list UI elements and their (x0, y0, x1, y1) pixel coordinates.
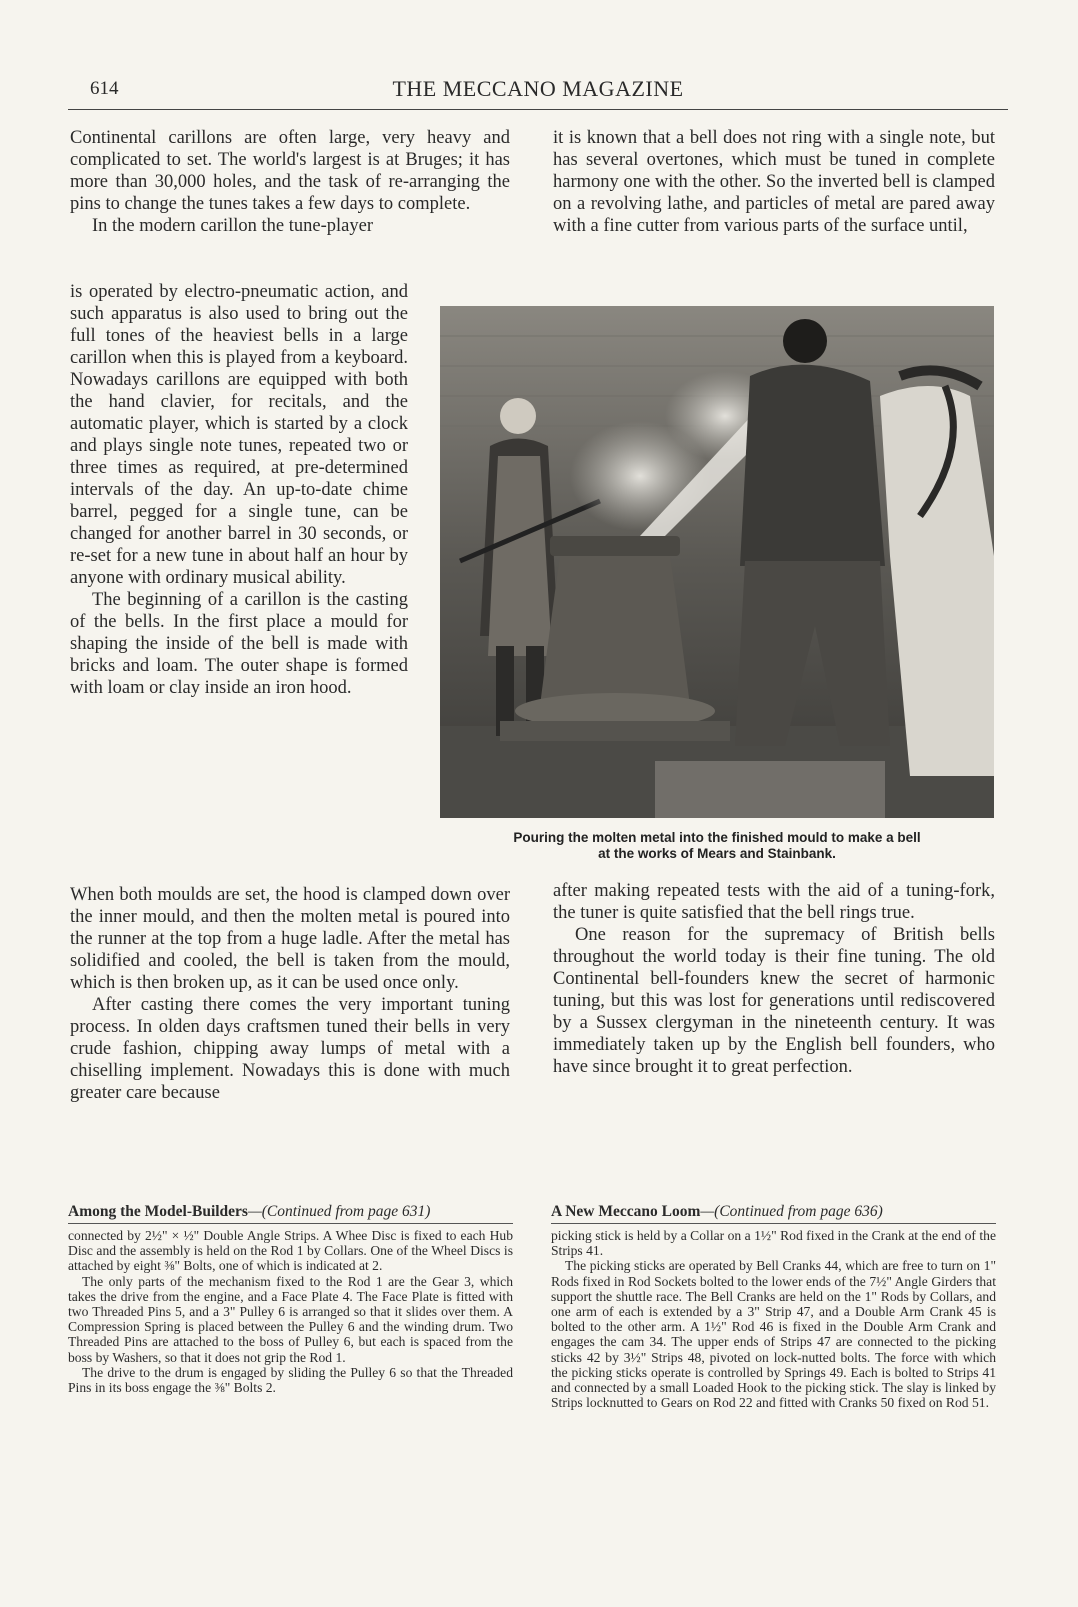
paragraph: The beginning of a carillon is the casting of the bells. In the first place a mould for shaping the inside of the bell is made with bricks and loam. The outer shape is formed with loam or clay inside an iron hood. (70, 590, 408, 698)
paragraph: connected by 2½" × ½" Double Angle Strips. A Whee Disc is fixed to each Hub Disc and the assembly is held on the Rod 1 by Collars. One of the Wheel Discs is attached by eight ⅜" Bolts, one of which is indicated at 2. (68, 1228, 513, 1274)
paragraph: Continental carillons are often large, very heavy and complicated to set. The world's largest is at Bruges; it has more than 30,000 holes, and the task of re-arranging the pins to change the tunes takes a few days to complete. (70, 128, 510, 214)
paragraph: One reason for the supremacy of British bells throughout the world today is their fine tuning. The old Continental bell-founders knew the secret of harmonic tuning, but this was lost for generations until rediscovered by a Sussex clergyman in the nineteenth century. It was immediately taken up by the English bell founders, who have since brought it to great perfection. (553, 925, 995, 1077)
article-right-top (553, 127, 995, 237)
page-header (68, 76, 1008, 110)
section-heading (551, 1202, 996, 1224)
paragraph: The picking sticks are operated by Bell Cranks 44, which are free to turn on 1" Rods fixed in Rod Sockets bolted to the lower ends of the 7½" Angle Girders that support the shuttle race. The Bell Cranks are held on the 1" Rods by Collars, and one arm of each is extended by a 3" Strip 47, and a Double Arm Crank 45 is bolted to the other arm. A 1½" Rod 46 is fixed in the Double Arm Crank and engages the cam 34. The upper ends of Strips 47 are connected to the picking sticks 42 by 3½" Strips 48, pivoted on lock-nutted bolts. The force with which the picking sticks operate is controlled by Springs 49. Each is bolted to Strips 41 and connected by a small Loaded Hook to the picking stick. The slay is linked by Strips locknutted to Gears on Rod 22 and fitted with Cranks 50 fixed on Rod 51. (551, 1258, 996, 1411)
paragraph: The drive to the drum is engaged by sliding the Pulley 6 so that the Threaded Pins in its boss engage the ⅜" Bolts 2. (68, 1364, 513, 1396)
continued-note: —(Continued from page 636) (700, 1203, 883, 1220)
article-left-bottom (70, 884, 510, 1104)
caption-line: at the works of Mears and Stainbank. (598, 846, 836, 861)
paragraph: In the modern carillon the tune-player (92, 216, 373, 236)
caption-line: Pouring the molten metal into the finished mould to make a bell (513, 830, 921, 845)
photo-caption (440, 830, 994, 862)
magazine-title: THE MECCANO MAGAZINE (392, 76, 684, 101)
photo-illustration (440, 306, 994, 818)
continued-note: —(Continued from page 631) (247, 1203, 431, 1220)
meccano-loom-section (551, 1202, 996, 1410)
bell-casting-photo (440, 306, 994, 818)
section-title: Among the Model-Builders (68, 1203, 248, 1220)
paragraph: it is known that a bell does not ring with a single note, but has several overtones, which must be tuned in complete harmony one with the other. So the inverted bell is clamped on a revolving lathe, and particles of metal are pared away with a fine cutter from various parts of the surface until, (553, 128, 995, 236)
article-right-bottom (553, 880, 995, 1078)
page-number: 614 (90, 78, 119, 99)
article-left-narrow (70, 281, 408, 699)
paragraph: after making repeated tests with the aid of a tuning-fork, the tuner is quite satisfied that the bell rings true. (553, 881, 995, 923)
paragraph: The only parts of the mechanism fixed to the Rod 1 are the Gear 3, which takes the drive from the engine, and a Face Plate 4. The Face Plate is fitted with two Threaded Pins 5, and a 3" Pulley 6 is arranged so that it slides over them. A Compression Spring is placed between the Pulley 6 and the winding drum. Two Threaded Pins are attached to the boss of Pulley 6, but each is spaced from the boss by Washers, so that it does not grip the Rod 1. (68, 1273, 513, 1365)
paragraph: When both moulds are set, the hood is clamped down over the inner mould, and then the molten metal is poured into the runner at the top from a huge ladle. After the metal has solidified and cooled, the bell is taken from the mould, which is then broken up, as it can be used once only. (70, 885, 510, 993)
article-left-top (70, 127, 510, 237)
model-builders-section (68, 1202, 513, 1395)
paragraph: After casting there comes the very important tuning process. In olden days craftsmen tuned their bells in very crude fashion, chipping away lumps of metal with a chiselling implement. Nowadays this is done with much greater care because (70, 995, 510, 1103)
section-title: A New Meccano Loom (551, 1203, 701, 1220)
section-heading (68, 1202, 513, 1224)
paragraph: is operated by electro-pneumatic action, and such apparatus is also used to bring out the full tones of the heaviest bells in a large carillon when this is played from a keyboard. Nowadays carillons are equipped with both the hand clavier, for recitals, and the automatic player, which is started by a clock and plays single note tunes, repeated two or three times as required, at pre-determined intervals of the day. An up-to-date chime barrel, pegged for a single tune, can be changed for another barrel in 30 seconds, or re-set for a new tune in about half an hour by anyone with ordinary musical ability. (70, 282, 408, 588)
paragraph: picking stick is held by a Collar on a 1½" Rod fixed in the Crank at the end of the Strips 41. (551, 1228, 996, 1259)
